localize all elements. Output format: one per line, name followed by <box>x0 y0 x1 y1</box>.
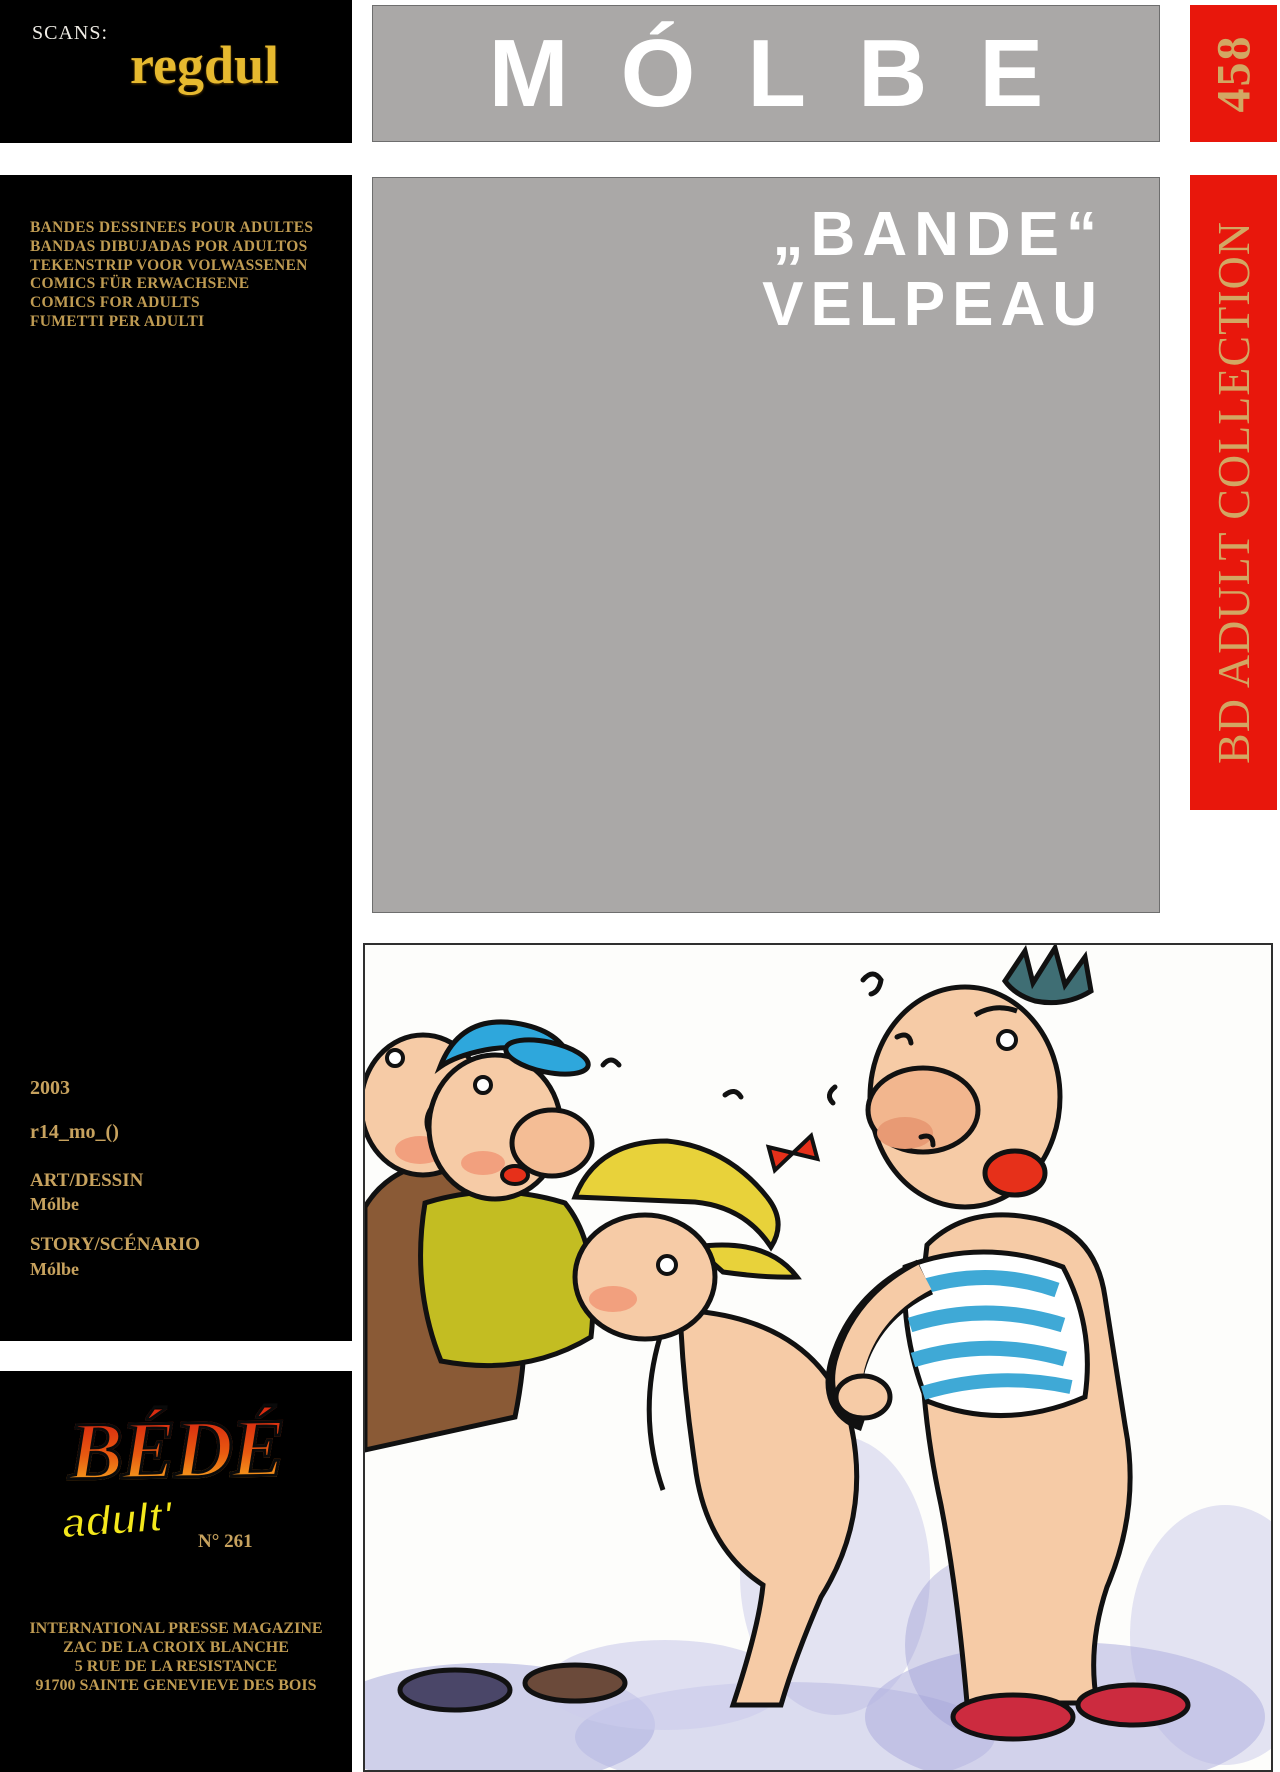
art-credit-name: Mólbe <box>30 1194 79 1214</box>
language-line: BANDAS DIBUJADAS POR ADULTOS <box>30 237 308 255</box>
address-line: 91700 SAINTE GENEVIEVE DES BOIS <box>35 1677 317 1694</box>
scanner-name: regdul <box>130 35 280 95</box>
figure-cap <box>421 1022 625 1701</box>
language-line: TEKENSTRIP VOOR VOLWASSENEN <box>30 256 308 274</box>
address-line: ZAC DE LA CROIX BLANCHE <box>63 1639 289 1656</box>
story-credit-name: Mólbe <box>30 1259 79 1279</box>
bede-logo: BÉDÉ <box>49 1407 302 1493</box>
magazine-issue-number: N° 261 <box>198 1531 253 1552</box>
file-code: r14_mo_() <box>30 1121 119 1143</box>
story-credit-role: STORY/SCÉNARIO <box>30 1234 201 1255</box>
language-line: COMICS FOR ADULTS <box>30 294 200 312</box>
author-name: MÓLBE <box>488 19 1096 127</box>
language-line: FUMETTI PER ADULTI <box>30 312 205 330</box>
collection-name: BD ADULT COLLECTION <box>1208 221 1259 764</box>
scans-label: SCANS: <box>32 22 109 44</box>
adult-logo-tag: adult' <box>60 1492 174 1547</box>
scans-box <box>0 0 352 143</box>
art-credit-role: ART/DESSIN <box>30 1170 144 1191</box>
language-line: BANDES DESSINEES POUR ADULTES <box>30 219 314 236</box>
album-title-box <box>372 177 1160 913</box>
author-title-banner <box>372 5 1160 142</box>
address-line: 5 RUE DE LA RESISTANCE <box>74 1658 278 1675</box>
album-title-line1: „BANDE“ <box>772 200 1104 269</box>
collection-spine <box>1190 175 1277 810</box>
address-line: INTERNATIONAL PRESSE MAGAZINE <box>29 1620 323 1637</box>
cover-illustration-box <box>363 943 1273 1772</box>
language-line: COMICS FÜR ERWACHSENE <box>30 275 250 293</box>
issue-number: 458 <box>1207 34 1260 113</box>
issue-number-box <box>1190 5 1277 142</box>
red-bow <box>769 1136 818 1171</box>
cover-illustration <box>365 945 1271 1770</box>
album-title <box>762 200 1104 340</box>
publisher-address <box>0 1619 352 1695</box>
adult-comics-language-list <box>30 219 313 332</box>
publisher-box <box>0 1371 352 1772</box>
left-info-column <box>0 175 352 1341</box>
publication-year: 2003 <box>30 1077 70 1099</box>
album-title-line2: VELPEAU <box>762 270 1104 339</box>
